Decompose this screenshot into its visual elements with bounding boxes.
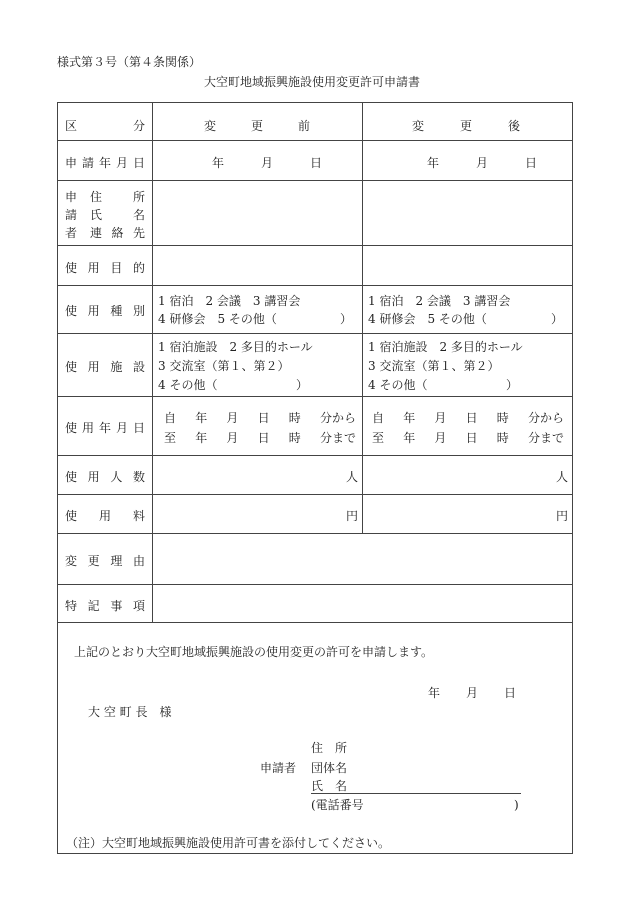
application-date-after[interactable]: 年 月 日 <box>427 156 537 170</box>
declaration-text: 上記のとおり大空町地域振興施設の使用変更の許可を申請します。 <box>74 645 434 659</box>
footnote: （注）大空町地域振興施設使用許可書を添付してください。 <box>66 836 391 850</box>
purpose-label: 使 用 目 的 <box>65 261 145 275</box>
fee-before-field[interactable] <box>153 507 358 524</box>
category-header: 区 分 <box>65 119 145 133</box>
usage-period-before[interactable] <box>164 408 356 448</box>
usage-period-label: 使 用 年 月 日 <box>65 421 145 435</box>
after-change-header: 変 更 後 <box>412 119 520 133</box>
row-divider <box>57 455 573 456</box>
fee-after-field[interactable] <box>363 507 568 524</box>
applicant-address-label: 住 所 <box>90 190 145 204</box>
applicant-name-label: 氏 名 <box>90 208 145 222</box>
applicant-fields <box>90 188 145 242</box>
table-border-right <box>572 102 573 854</box>
table-border-left <box>57 102 58 854</box>
purpose-before-field[interactable] <box>153 246 362 285</box>
attendees-before-field[interactable] <box>153 468 358 485</box>
form-number: 様式第３号（第４条関係） <box>57 55 202 69</box>
row-divider <box>57 494 573 495</box>
change-reason-field[interactable] <box>153 534 572 584</box>
applicant-before-field[interactable] <box>153 181 362 245</box>
attendees-after-field[interactable] <box>363 468 568 485</box>
facility-before-options[interactable]: 1 宿泊施設 2 多目的ホール 3 交流室（第１、第２） 4 その他（ ） <box>158 340 313 392</box>
name-label: 氏 名 <box>311 779 348 793</box>
usage-type-before-options[interactable]: 1 宿泊 2 会議 3 講習会 4 研修会 5 その他（ ） <box>158 294 353 326</box>
phone-label: (電話番号 <box>311 798 364 812</box>
applicant-group-label: 申 請 者 <box>65 190 78 240</box>
facility-after-options[interactable]: 1 宿泊施設 2 多目的ホール 3 交流室（第１、第２） 4 その他（ ） <box>368 340 523 392</box>
row-divider <box>57 285 573 286</box>
row-divider <box>57 622 573 623</box>
usage-period-after[interactable] <box>372 408 564 448</box>
row-divider <box>57 333 573 334</box>
notes-label: 特 記 事 項 <box>65 599 145 613</box>
facility-label: 使 用 施 設 <box>65 360 145 374</box>
fee-before-unit: 円 <box>345 509 358 523</box>
fee-label: 使 用 料 <box>65 509 145 523</box>
usage-period-after-to: 至 年 月 日 時 分まで <box>372 431 564 445</box>
fee-after-unit: 円 <box>555 509 568 523</box>
application-date-before[interactable]: 年 月 日 <box>212 156 322 170</box>
usage-type-label: 使 用 種 別 <box>65 304 145 318</box>
applicant-label: 申請者 <box>260 761 297 775</box>
change-reason-label: 変 更 理 由 <box>65 554 145 568</box>
usage-period-before-from: 自 年 月 日 時 分から <box>164 411 356 425</box>
declaration-date[interactable]: 年 月 日 <box>428 686 516 700</box>
row-divider <box>57 396 573 397</box>
attendees-before-unit: 人 <box>345 470 358 484</box>
attendees-after-unit: 人 <box>555 470 568 484</box>
applicant-after-field[interactable] <box>363 181 572 245</box>
group-name-label: 団体名 <box>311 761 348 775</box>
table-border-top <box>57 102 573 103</box>
row-divider <box>57 140 573 141</box>
applicant-address-label-sig: 住 所 <box>311 741 348 755</box>
document-title: 大空町地域振興施設使用変更許可申請書 <box>204 75 421 89</box>
notes-field[interactable] <box>153 585 572 622</box>
name-signature-line[interactable] <box>311 793 521 794</box>
addressee: 大 空 町 長 様 <box>88 705 172 719</box>
before-change-header: 変 更 前 <box>204 119 310 133</box>
usage-period-after-from: 自 年 月 日 時 分から <box>372 411 564 425</box>
purpose-after-field[interactable] <box>363 246 572 285</box>
usage-type-after-options[interactable]: 1 宿泊 2 会議 3 講習会 4 研修会 5 その他（ ） <box>368 294 564 326</box>
attendees-label: 使 用 人 数 <box>65 470 145 484</box>
phone-close-paren: ) <box>514 798 519 812</box>
application-date-label: 申 請 年 月 日 <box>65 156 145 170</box>
usage-period-before-to: 至 年 月 日 時 分まで <box>164 431 356 445</box>
table-border-bottom <box>57 853 573 854</box>
applicant-contact-label: 連 絡 先 <box>90 226 145 240</box>
